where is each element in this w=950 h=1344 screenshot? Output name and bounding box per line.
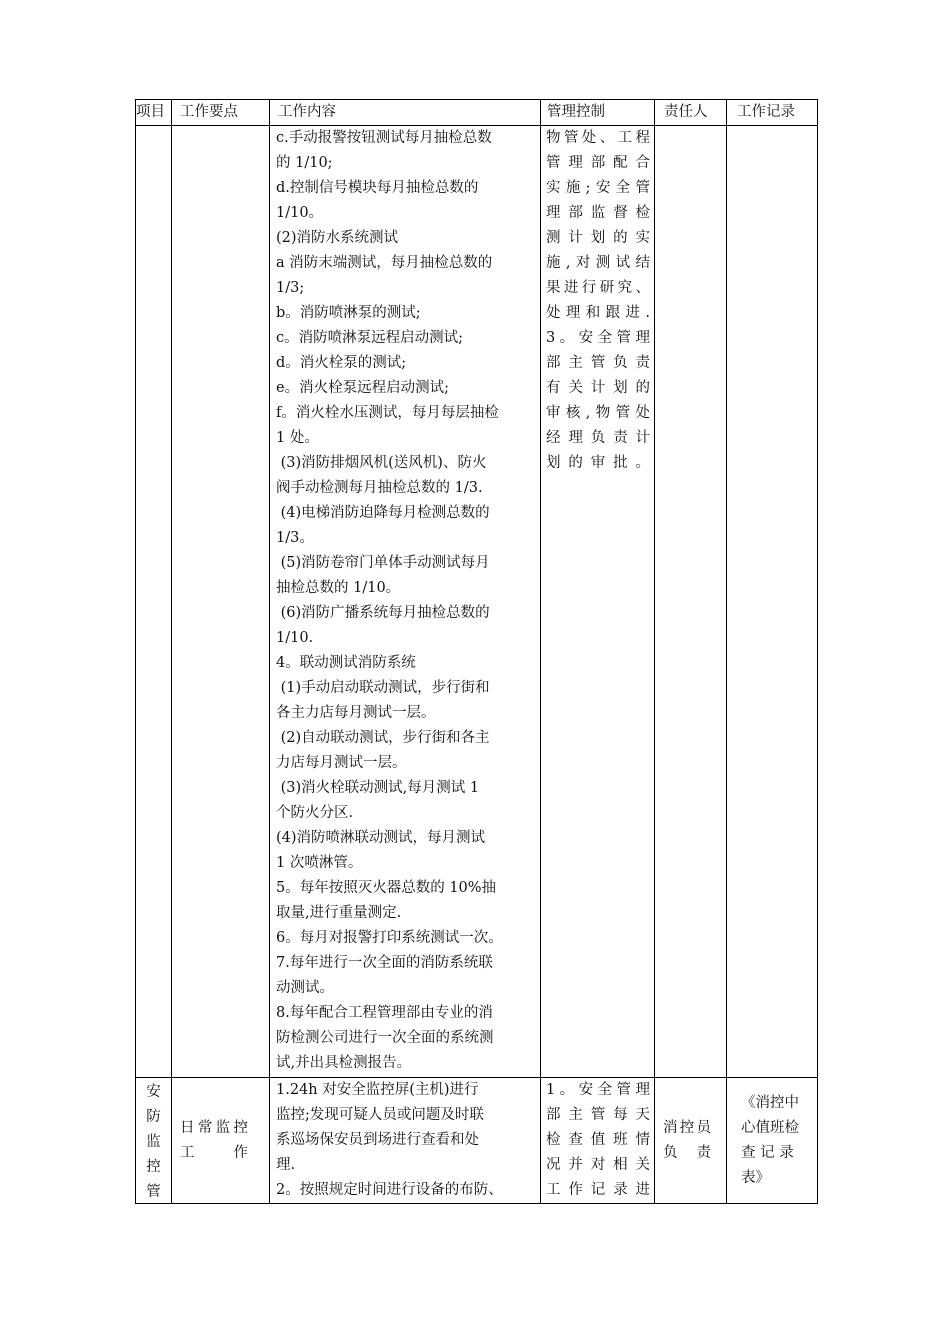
table-row: [136, 126, 818, 1078]
text-line: 5。每年按照灭火器总数的 10%抽: [276, 880, 497, 896]
text-line: (1)手动启动联动测试，步行街和: [276, 680, 490, 696]
text-line: 日常监控: [180, 1119, 248, 1136]
text-line: 1.24h 对安全监控屏(主机)进行: [276, 1082, 479, 1098]
row1-responsible-cell: [655, 126, 727, 1078]
header-key-points: 工作要点: [172, 100, 270, 126]
text-line: 1/10。: [276, 205, 324, 221]
text-line: 划的审批。: [546, 455, 650, 471]
text-line: 理部监督检: [546, 205, 650, 221]
text-line: 系巡场保安员到场进行查看和处: [276, 1132, 479, 1148]
text-line: 经理负责计: [546, 430, 650, 446]
text-line: 测计划的实: [546, 230, 650, 246]
text-line: 力店每月测试一层。: [276, 755, 407, 771]
header-project: 项目: [136, 100, 172, 126]
text-line: e。消火栓泵远程启动测试;: [276, 380, 449, 396]
text-line: 1 处。: [276, 430, 319, 446]
row1-record-cell: [727, 126, 818, 1078]
text-line: 抽检总数的 1/10。: [276, 580, 401, 596]
text-line: c。消防喷淋泵远程启动测试;: [276, 330, 464, 346]
table-row: [136, 1078, 818, 1204]
text-line: 6。每月对报警打印系统测试一次。: [276, 930, 503, 946]
text-line: 动测试。: [276, 980, 334, 996]
text-line: 防检测公司进行一次全面的系统测: [276, 1030, 494, 1046]
text-line: 况并对相关: [546, 1157, 650, 1173]
text-line: 取量,进行重量测定.: [276, 905, 402, 921]
row1-content-lines: [276, 126, 540, 1076]
text-line: 《消控中: [741, 1094, 799, 1111]
text-line: 消控员: [663, 1119, 711, 1136]
text-line: 管: [146, 1184, 161, 1200]
header-responsible: 责任人: [655, 100, 727, 126]
header-row: [136, 100, 818, 126]
text-line: 2。按照规定时间进行设备的布防、: [276, 1182, 503, 1198]
text-line: 部主管每天: [546, 1107, 650, 1123]
text-line: 物管处、工程: [546, 130, 650, 146]
text-line: a 消防末端测试，每月抽检总数的: [276, 255, 493, 271]
header-management: 管理控制: [541, 100, 655, 126]
text-line: 工作记录进: [546, 1182, 650, 1198]
text-line: 监控;发现可疑人员或问题及时联: [276, 1107, 484, 1123]
row1-key-points-cell: [172, 126, 270, 1078]
text-line: 1。安全管理: [546, 1082, 650, 1098]
text-line: 果进行研究、: [546, 280, 650, 296]
row2-record-lines: [733, 1091, 817, 1191]
text-line: 查 记 录: [741, 1144, 794, 1161]
text-line: 心值班检: [741, 1119, 799, 1136]
text-line: 的 1/10;: [276, 155, 333, 171]
header-content: 工作内容: [270, 100, 541, 126]
text-line: d.控制信号模块每月抽检总数的: [276, 180, 479, 196]
row2-key-point-lines: [180, 1116, 252, 1166]
row1-management-cell: [541, 126, 655, 1078]
text-line: 个防火分区.: [276, 805, 354, 821]
text-line: 检查值班情: [546, 1132, 650, 1148]
text-line: 8.每年配合工程管理部由专业的消: [276, 1005, 493, 1021]
text-line: 安: [146, 1084, 161, 1100]
row2-content-lines: [276, 1078, 540, 1203]
text-line: 防: [146, 1109, 161, 1125]
text-line: 各主力店每月测试一层。: [276, 705, 436, 721]
text-line: 阀手动检测每月抽检总数的 1/3.: [276, 480, 483, 496]
row2-management-lines: [546, 1078, 654, 1203]
row2-management-cell: [541, 1078, 655, 1204]
row1-project-cell: [136, 126, 172, 1078]
text-line: 表》: [741, 1169, 770, 1186]
text-line: 工作: [180, 1144, 248, 1161]
row1-management-lines: [546, 126, 654, 476]
row2-content-cell: [270, 1078, 541, 1204]
text-line: 1 次喷淋管。: [276, 855, 363, 871]
text-line: 监: [146, 1134, 161, 1150]
text-line: (2)自动联动测试，步行街和各主: [276, 730, 490, 746]
text-line: 实施;安全管: [546, 180, 650, 196]
text-line: 1/3;: [276, 280, 305, 296]
text-line: (5)消防卷帘门单体手动测试每月: [276, 555, 490, 571]
row2-key-points-cell: [172, 1078, 270, 1204]
row2-project-chars: [136, 1080, 171, 1200]
text-line: 3。安全管理: [546, 330, 650, 346]
header-record: 工作记录: [727, 100, 818, 126]
text-line: (3)消火栓联动测试,每月测试 1: [276, 780, 480, 796]
text-line: 处理和跟进.: [546, 305, 650, 321]
text-line: 管理部配合: [546, 155, 650, 171]
text-line: 审核,物管处: [546, 405, 650, 421]
text-line: b。消防喷淋泵的测试;: [276, 305, 421, 321]
text-line: 部主管负责: [546, 355, 650, 371]
text-line: (2)消防水系统测试: [276, 230, 399, 246]
text-line: 试,并出具检测报告。: [276, 1055, 412, 1071]
text-line: 4。联动测试消防系统: [276, 655, 416, 671]
text-line: 7.每年进行一次全面的消防系统联: [276, 955, 493, 971]
row2-responsible-cell: [655, 1078, 727, 1204]
text-line: 有关计划的: [546, 380, 650, 396]
row2-project-cell: [136, 1078, 172, 1204]
text-line: (6)消防广播系统每月抽检总数的: [276, 605, 490, 621]
text-line: (4)消防喷淋联动测试，每月测试: [276, 830, 486, 846]
row2-record-cell: [727, 1078, 818, 1204]
text-line: 控: [146, 1159, 161, 1175]
text-line: (4)电梯消防迫降每月检测总数的: [276, 505, 490, 521]
text-line: c.手动报警按钮测试每月抽检总数: [276, 130, 492, 146]
row1-content-cell: [270, 126, 541, 1078]
text-line: 1/10.: [276, 630, 314, 646]
text-line: 1/3。: [276, 530, 314, 546]
text-line: (3)消防排烟风机(送风机)、防火: [276, 455, 487, 471]
text-line: 负责: [663, 1144, 711, 1161]
text-line: 施,对测试结: [546, 255, 650, 271]
text-line: d。消火栓泵的测试;: [276, 355, 407, 371]
text-line: f。消火栓水压测试，每月每层抽检: [276, 405, 499, 421]
text-line: 理.: [276, 1157, 296, 1173]
work-table: [135, 99, 818, 1204]
row2-responsible-lines: [663, 1116, 715, 1166]
